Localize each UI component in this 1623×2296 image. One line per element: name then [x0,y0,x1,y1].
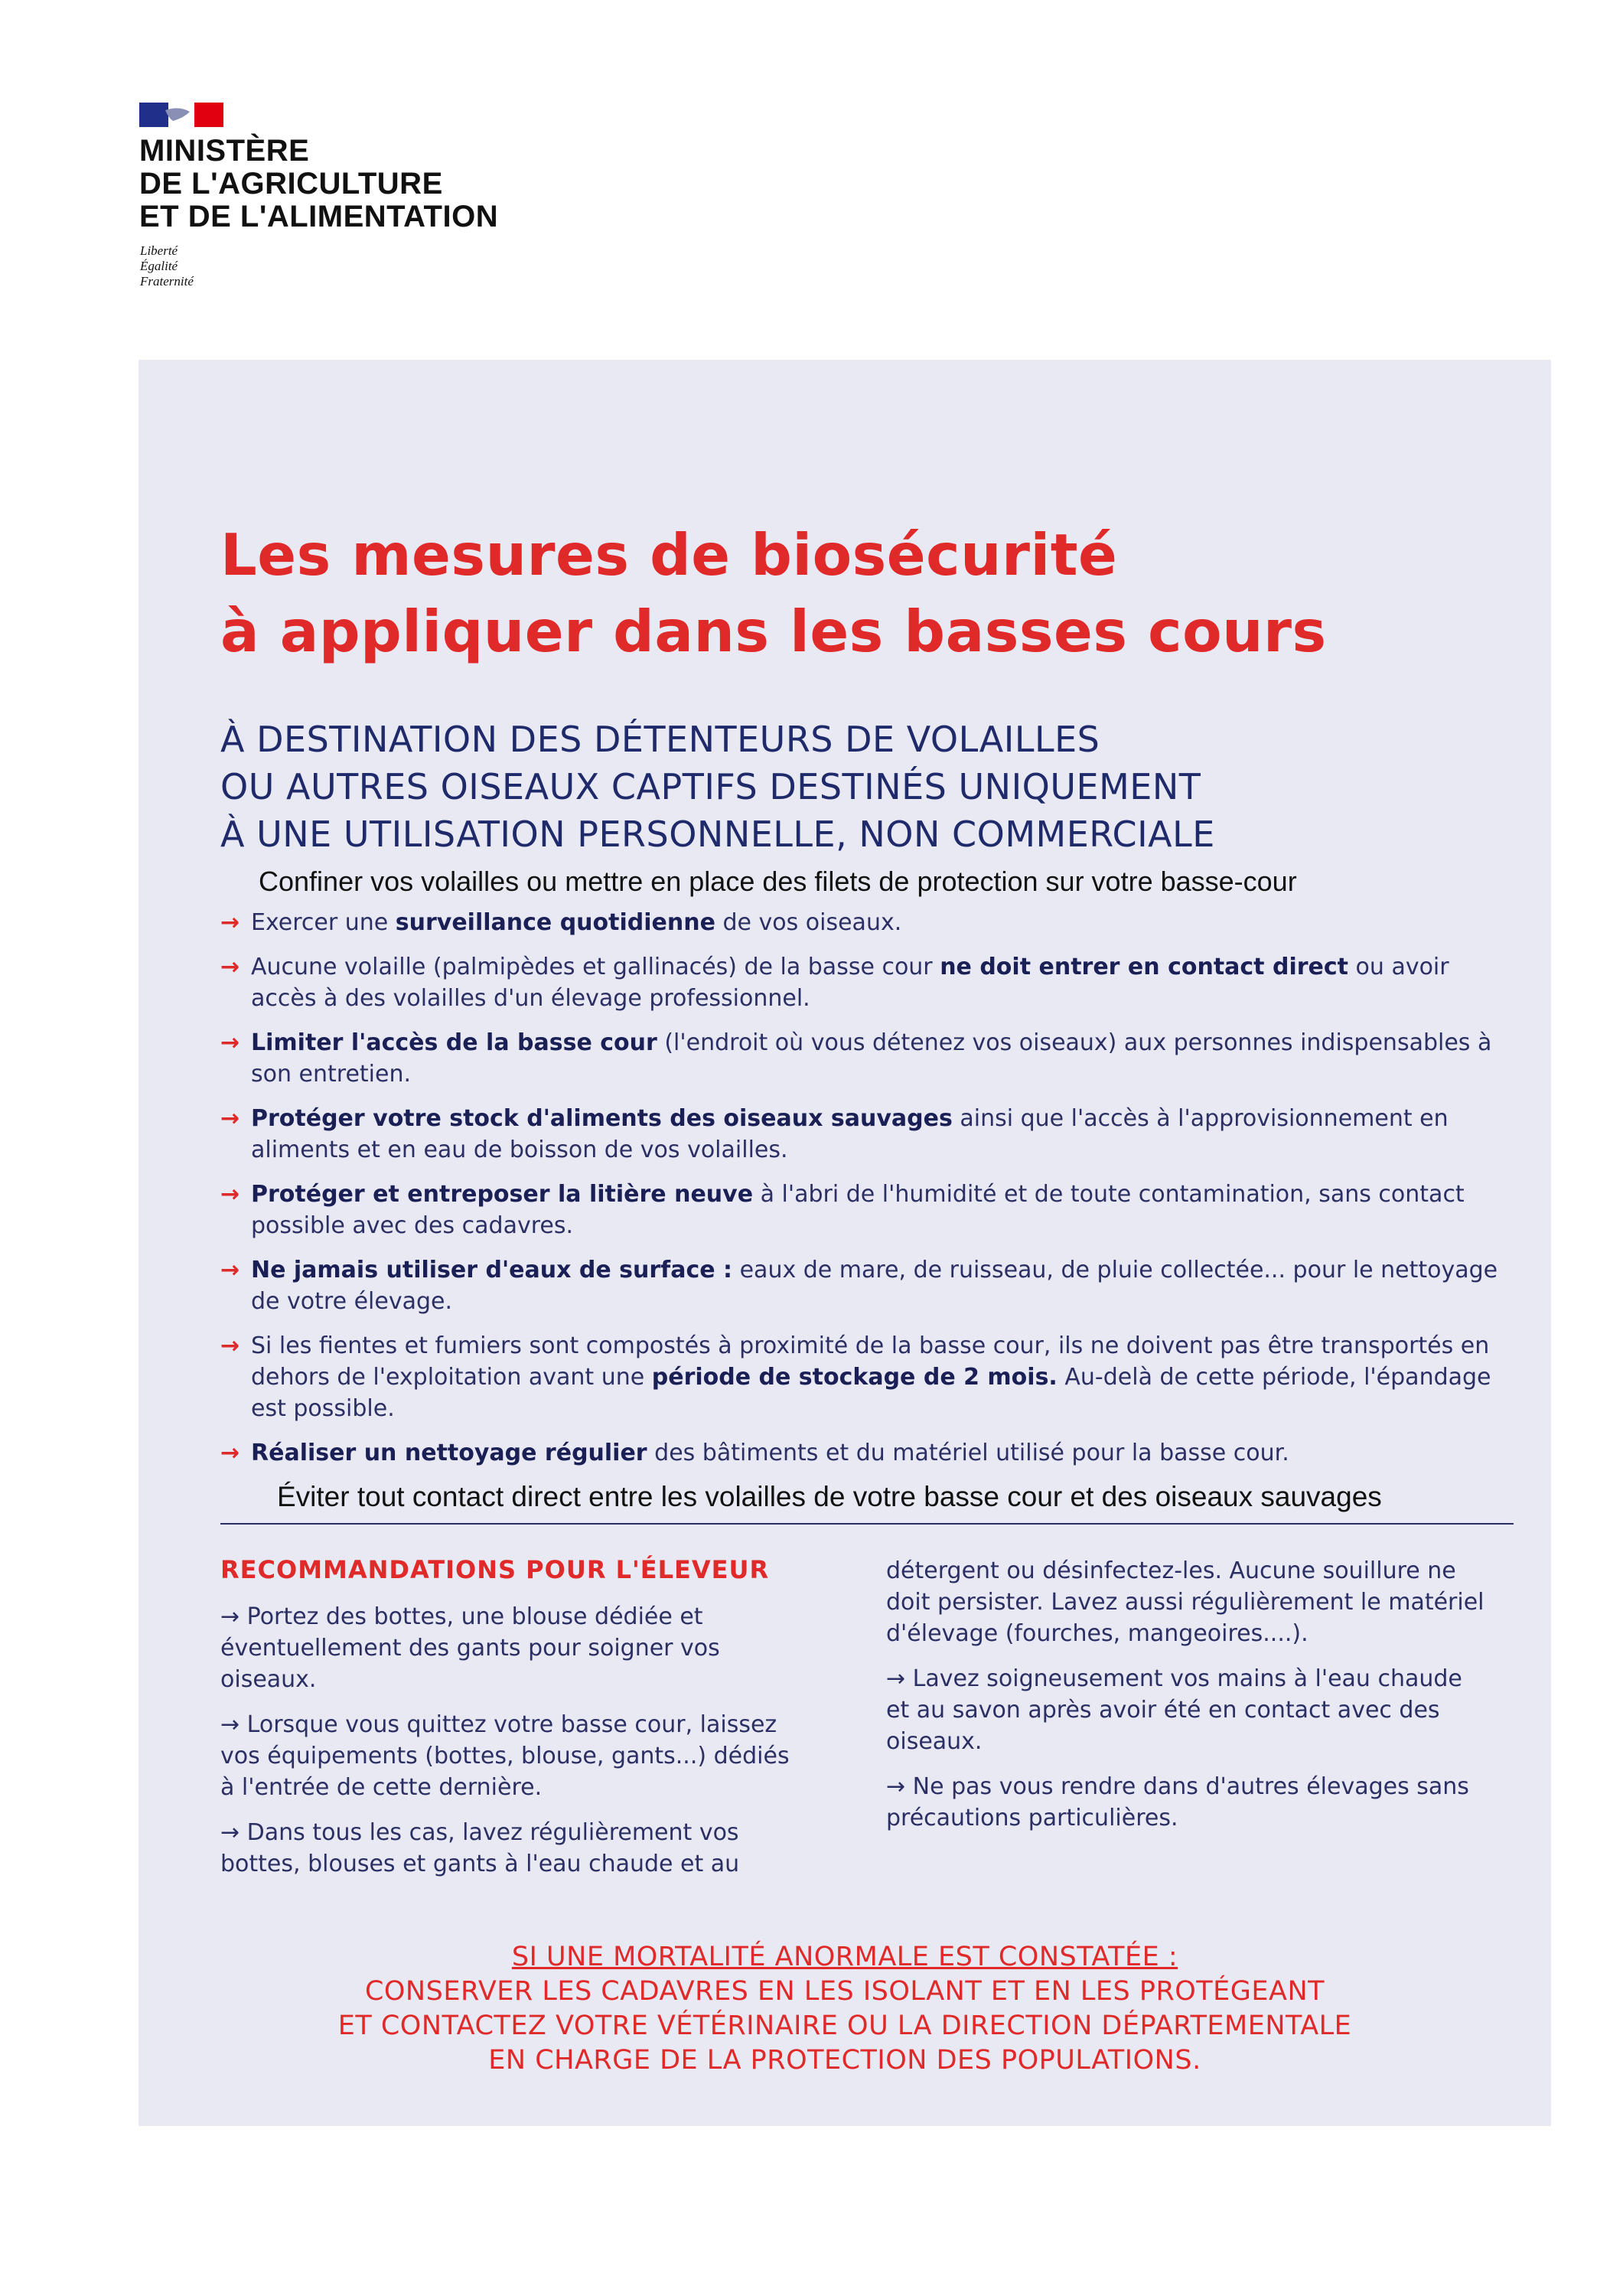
arrow-right-icon: → [220,954,240,980]
ministry-line: ET DE L'ALIMENTATION [139,200,499,233]
arrow-right-icon: → [220,1332,240,1359]
subtitle-line: À UNE UTILISATION PERSONNELLE, NON COMMERCIALE [220,814,1215,855]
arrow-right-icon: → [220,1440,240,1466]
republic-motto [140,243,194,289]
ministry-name [139,135,498,233]
arrow-right-icon: → [220,1257,240,1283]
motto-line: Fraternité [140,274,194,289]
list-item: → Ne pas vous rendre dans d'autres élevages sans précautions particulières. [886,1773,1469,1831]
mortality-alert [139,1940,1551,2078]
recommendations-right-column [886,1555,1491,1848]
arrow-right-icon: → [220,1105,240,1132]
list-item: → Si les fientes et fumiers sont compostés à proximité de la basse cour, ils ne doivent pas être transportés en dehors de l'exploitation avant une période de stockage de 2 mois. Au-delà de cette période, l'épandage est possible. [220,1330,1521,1424]
motto-line: Égalité [140,259,178,273]
list-item: → Limiter l'accès de la basse cour (l'endroit où vous détenez vos oiseaux) aux personnes indispensables à son entretien. [220,1027,1521,1090]
republique-francaise-logo-icon [139,103,223,127]
subtitle-line: À DESTINATION DES DÉTENTEURS DE VOLAILLES [220,719,1100,760]
arrow-right-icon: → [220,1029,240,1056]
list-item: → Protéger votre stock d'aliments des oiseaux sauvages ainsi que l'accès à l'approvisionnement en aliments et en eau de boisson de vos volailles. [220,1103,1521,1166]
arrow-right-icon: → [220,909,240,936]
alert-line: ET CONTACTEZ VOTRE VÉTÉRINAIRE OU LA DIRECTION DÉPARTEMENTALE [337,2011,1352,2041]
list-item: → Réaliser un nettoyage régulier des bâtiments et du matériel utilisé pour la basse cour. [220,1437,1521,1469]
recommendations-left-column [220,1601,802,1893]
list-item: → Dans tous les cas, lavez régulièrement vos bottes, blouses et gants à l'eau chaude et au [220,1819,740,1877]
list-item: détergent ou désinfectez-les. Aucune souillure ne doit persister. Lavez aussi régulièrement le matériel d'élevage (fourches, mangeoires....). [886,1557,1484,1647]
alert-line: EN CHARGE DE LA PROTECTION DES POPULATIONS. [488,2045,1201,2076]
title-line: Les mesures de biosécurité [220,521,1118,589]
list-item: → Exercer une surveillance quotidienne de vos oiseaux. [220,907,1521,938]
ministry-line: MINISTÈRE [139,134,310,168]
alert-line: CONSERVER LES CADAVRES EN LES ISOLANT ET EN LES PROTÉGEANT [364,1976,1325,2007]
audience-subtitle [220,716,1215,858]
ministry-line: DE L'AGRICULTURE [139,167,443,201]
list-item: → Portez des bottes, une blouse dédiée et éventuellement des gants pour soigner vos oiseaux. [220,1603,720,1693]
motto-line: Liberté [140,243,178,258]
eviter-heading: Éviter tout contact direct entre les volailles de votre basse cour et des oiseaux sauvages [277,1481,1382,1512]
list-item: → Protéger et entreposer la litière neuve à l'abri de l'humidité et de toute contamination, sans contact possible avec des cadavres. [220,1179,1521,1241]
list-item: → Lorsque vous quittez votre basse cour, laissez vos équipements (bottes, blouse, gants...) dédiés à l'entrée de cette dernière. [220,1711,790,1801]
page-title [220,517,1327,670]
list-item: → Lavez soigneusement vos mains à l'eau chaude et au savon après avoir été en contact avec des oiseaux. [886,1665,1462,1755]
title-line: à appliquer dans les basses cours [220,598,1327,665]
list-item: → Aucune volaille (palmipèdes et gallinacés) de la basse cour ne doit entrer en contact direct ou avoir accès à des volailles d'un élevage professionnel. [220,951,1521,1014]
list-item: → Ne jamais utiliser d'eaux de surface : eaux de mare, de ruisseau, de pluie collectée... pour le nettoyage de votre élevage. [220,1254,1521,1317]
confine-heading: Confiner vos volailles ou mettre en place des filets de protection sur votre basse-cour [259,866,1297,897]
section-divider [220,1523,1514,1525]
alert-heading: SI UNE MORTALITÉ ANORMALE EST CONSTATÉE : [511,1942,1178,1972]
arrow-right-icon: → [220,1181,240,1208]
subtitle-line: OU AUTRES OISEAUX CAPTIFS DESTINÉS UNIQUEMENT [220,766,1201,807]
measures-list [220,907,1521,1482]
recommendations-title: RECOMMANDATIONS POUR L'ÉLEVEUR [220,1555,770,1584]
